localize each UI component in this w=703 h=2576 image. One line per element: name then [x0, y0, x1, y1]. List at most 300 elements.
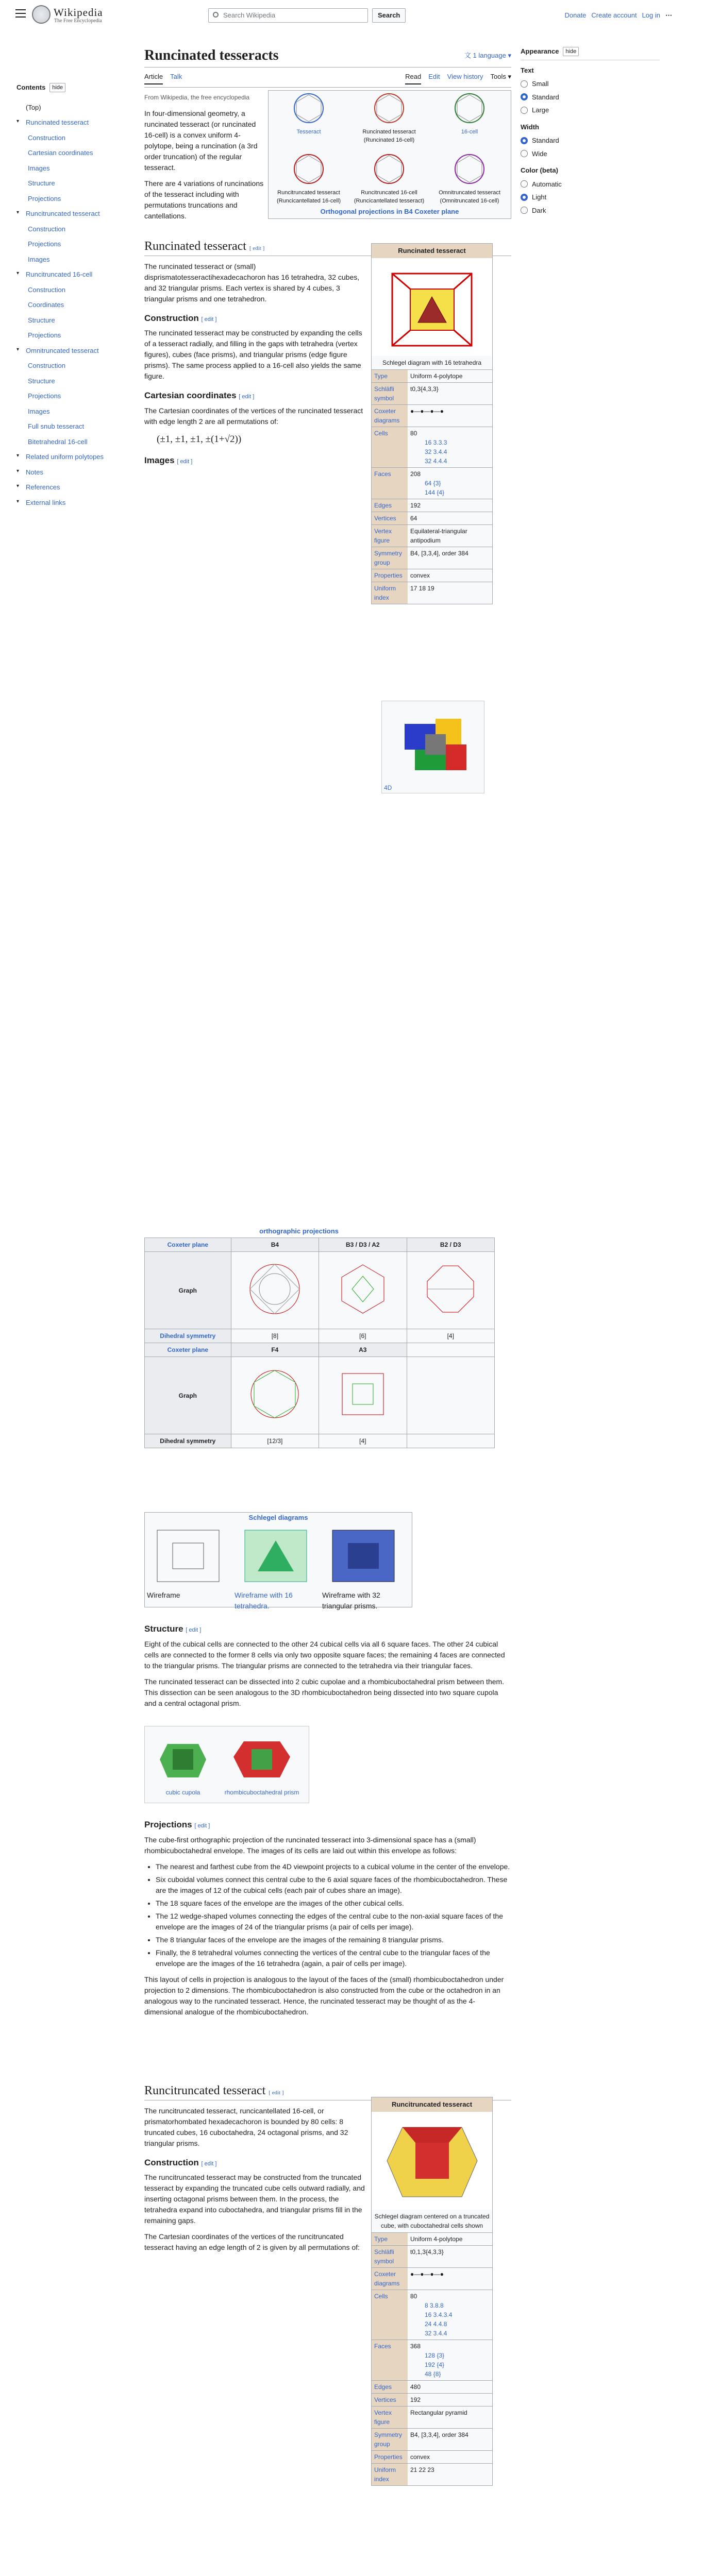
cell-detail: 32 3.4.4: [425, 2329, 447, 2337]
plane-b3: B3 / D3 / A2: [319, 1238, 407, 1252]
orthographic-caption: orthographic projections: [259, 1227, 339, 1235]
infobox-key[interactable]: Vertex figure: [372, 525, 408, 547]
chevron-down-icon[interactable]: ▾: [16, 453, 20, 459]
toc-item-label: Cartesian coordinates: [28, 149, 93, 157]
width-label: Width: [521, 123, 539, 131]
gallery-caption: Orthogonal projections in B4 Coxeter plane: [320, 207, 459, 215]
intro-block: [144, 108, 265, 222]
toc-item[interactable]: [16, 419, 135, 434]
infobox-row: [372, 2290, 492, 2340]
more-icon[interactable]: ⋯: [665, 11, 672, 19]
schlegel-item-wireframe[interactable]: Wireframe: [147, 1525, 229, 1612]
infobox-value: 480: [410, 2383, 421, 2391]
cell-detail: 32 3.4.4: [425, 448, 447, 455]
infobox-row: [372, 2450, 492, 2463]
infobox-rows: [372, 369, 492, 604]
sym-b2: [4]: [407, 1329, 494, 1343]
list-item: • The 12 wedge-shaped volumes connecting the edges of the central cube to the non-axial square faces of the envelope are the images of 24 of the triangular prisms (a pair of cells per image).: [156, 1911, 511, 1933]
radio-icon[interactable]: [521, 80, 528, 88]
graph-label: Graph: [145, 1252, 231, 1329]
cell-detail: 32 4.4.4: [425, 457, 447, 465]
chevron-down-icon[interactable]: ▾: [16, 483, 20, 489]
infobox-title: Runcinated tesseract: [372, 244, 492, 258]
gallery-item[interactable]: [429, 91, 510, 151]
gallery-item[interactable]: [349, 151, 429, 212]
toc-item[interactable]: [16, 480, 135, 495]
toc-item[interactable]: [16, 297, 135, 313]
radio-option[interactable]: [521, 178, 660, 191]
dissection-images: [144, 1726, 309, 1803]
tagline: The Free Encyclopedia: [54, 18, 102, 24]
graph-b3[interactable]: [319, 1252, 407, 1329]
tab-article[interactable]: Article: [144, 72, 163, 84]
infobox-row: [372, 467, 492, 499]
projections-text-1: The cube-first orthographic projection of the runcinated tesseract into 3-dimensional space has a (small) rhombicuboctahedral envelope. The images of its cells are laid out within this envelope as follows:: [144, 1835, 476, 1855]
menu-icon[interactable]: [15, 9, 26, 18]
radio-icon[interactable]: [521, 180, 528, 188]
infobox-row: [372, 2380, 492, 2393]
heading-cartesian: Cartesian coordinates [ edit ]: [144, 391, 255, 401]
schlegel-diagram-image[interactable]: [372, 258, 492, 356]
text-size-label: Text: [521, 66, 534, 74]
graph-b2[interactable]: [407, 1252, 494, 1329]
radio-icon[interactable]: [521, 194, 528, 201]
infobox-row: [372, 512, 492, 524]
list-item: • The 8 triangular faces of the envelope are the images of the remaining 8 triangular prisms.: [156, 1935, 511, 1945]
toc-item[interactable]: [16, 191, 135, 207]
intro-paragraph-1: In four-dimensional geometry, a runcinated tesseract (or runcinated 16-cell) is a convex uniform 4-polytope, being a runcination (a 3rd order truncation) of the regular tesseract.: [144, 109, 258, 172]
infobox-value: ●—●—●—●: [410, 407, 444, 415]
toc-item[interactable]: [16, 434, 135, 450]
animated-projection-image: [384, 703, 482, 781]
graph-a3[interactable]: [319, 1357, 407, 1434]
plane-f4: F4: [231, 1343, 319, 1357]
toc-item-label: Omnitruncated tesseract: [26, 346, 99, 354]
infobox-key[interactable]: Symmetry group: [372, 2429, 408, 2450]
runcitruncated-intro: The runcitruncated tesseract, runcicantellated 16-cell, or prismatorhombated hexadecachoron is bounded by 80 cells: 8 truncated cubes, 16 cuboctahedra, 24 octagonal prisms, and 32 triangular prisms.: [144, 2106, 348, 2147]
rtt-construction-1: The runcitruncated tesseract may be constructed from the truncated tesseract by expanding the truncated cube cells outward radially, and inserting octagonal prisms between them. In the process, the tetrahedra expand into cuboctahedra, and triangular prisms fill in the remaining gaps.: [144, 2173, 365, 2225]
create-account-link[interactable]: Create account: [591, 11, 637, 19]
infobox-row: [372, 2406, 492, 2428]
appearance-panel: [521, 46, 660, 217]
infobox-key[interactable]: Uniform index: [372, 582, 408, 604]
toc-item-label: Construction: [28, 362, 65, 369]
infobox-key[interactable]: Properties: [372, 569, 408, 582]
rhombicuboctahedral-prism-image[interactable]: rhombicuboctahedral prism: [223, 1728, 300, 1801]
gallery-label: Runcinated tesseract (Runcinated 16-cell): [362, 128, 416, 143]
infobox-row: [372, 2393, 492, 2406]
projections-text-2: This layout of cells in projection is analogous to the layout of the faces of the (small) rhombicuboctahedron under projection to 2 dimensions. The rhombicuboctahedron is also constructed from the cube or the octahedron in an analogous way to the runcinated tesseract. Hence, the runcinated tesseract may be thought of as the 4-dimensional analogue of the rhombicuboctahedron.: [144, 1975, 504, 2016]
infobox-value: 80 8 3.8.8 16 3.4.3.4 24 4.4.8 32 3.4.4: [408, 2290, 492, 2340]
plane-header-2: Coxeter plane: [145, 1343, 231, 1357]
projection-thumbnail: [292, 92, 325, 125]
toc-item[interactable]: [16, 358, 135, 374]
cell-detail: 24 4.4.8: [425, 2320, 447, 2328]
search-button[interactable]: Search: [372, 8, 406, 23]
chevron-down-icon[interactable]: ▾: [16, 270, 20, 276]
toc-item-label: Images: [28, 255, 50, 263]
cartesian-text: The Cartesian coordinates of the vertices of the runcinated tesseract with edge length 2 are all permutations of:: [144, 406, 363, 426]
structure-text-1: Eight of the cubical cells are connected to the other 24 cubical cells via all 6 square faces. The other 24 cubical cells are connected to the former 8 cells via only two opposite square faces; the remaining 4 faces are connected to the triangular prisms. The triangular prisms are connected to the tetrahedra via their triangular faces.: [144, 1639, 505, 1670]
infobox-value: Uniform 4-polytope: [410, 2235, 463, 2243]
toc-item-label: Bitetrahedral 16-cell: [28, 437, 88, 446]
chevron-down-icon[interactable]: ▾: [16, 346, 20, 352]
schlegel-item-prisms[interactable]: Wireframe with 32 triangular prisms.: [322, 1525, 405, 1612]
infobox-row: [372, 369, 492, 382]
radio-label: Automatic: [532, 180, 562, 188]
face-detail: 128 {3}: [425, 2351, 445, 2359]
infobox-row: [372, 2463, 492, 2485]
infobox-row: [372, 582, 492, 604]
plane-b4: B4: [231, 1238, 319, 1252]
animation-caption: 4D: [384, 784, 392, 791]
tab-history[interactable]: View history: [447, 73, 483, 81]
infobox-key[interactable]: Coxeter diagrams: [372, 405, 408, 427]
radio-label: Light: [532, 193, 547, 201]
infobox2-caption: Schlegel diagram centered on a truncated cube, with cuboctahedral cells shown: [374, 2212, 490, 2229]
projection-thumbnail: [373, 152, 406, 185]
gallery-item[interactable]: [269, 91, 349, 151]
infobox-value: 192: [410, 501, 421, 509]
toc-item[interactable]: [16, 115, 135, 130]
infobox-key[interactable]: Uniform index: [372, 2464, 408, 2485]
radio-label: Standard: [532, 137, 559, 144]
infobox-key[interactable]: Vertices: [372, 512, 408, 524]
sym-f4: [12/3]: [231, 1434, 319, 1448]
gallery-label: Runcitruncated tesseract (Runcicantellated 16-cell): [276, 189, 341, 204]
gallery-cells: [269, 91, 511, 212]
toc-item[interactable]: [16, 388, 135, 404]
section-projections: [144, 1811, 511, 2023]
toc-item-label: Construction: [28, 225, 65, 233]
width-options: [521, 134, 660, 160]
toc-item-label: Projections: [28, 331, 61, 339]
infobox-runcinated: [371, 243, 493, 604]
infobox-key[interactable]: Edges: [372, 2381, 408, 2393]
list-item: • The nearest and farthest cube from the 4D viewpoint projects to a cubical volume in the center of the envelope.: [156, 1861, 511, 1872]
infobox-value: 64: [410, 514, 417, 522]
radio-option[interactable]: [521, 191, 660, 204]
toc-item[interactable]: [16, 236, 135, 252]
projection-thumbnail: [373, 92, 406, 125]
search-placeholder: Search Wikipedia: [223, 11, 276, 20]
projection-thumbnail: [453, 152, 486, 185]
intro-paragraph-2: There are 4 variations of runcinations of the tesseract including with permutations truncations and cantellations.: [144, 179, 264, 220]
gallery-item[interactable]: [429, 151, 510, 212]
radio-option[interactable]: [521, 204, 660, 217]
radio-option[interactable]: [521, 77, 660, 91]
appearance-hide-button[interactable]: hide: [563, 47, 579, 57]
table-of-contents: [16, 82, 135, 510]
infobox-value: t0,1,3{4,3,3}: [410, 2248, 444, 2256]
infobox-key[interactable]: Vertex figure: [372, 2406, 408, 2428]
infobox-key[interactable]: Properties: [372, 2451, 408, 2463]
infobox-value: 21 22 23: [410, 2466, 434, 2473]
infobox-row: [372, 404, 492, 427]
toc-item[interactable]: [16, 267, 135, 282]
infobox-row: [372, 547, 492, 569]
toc-item[interactable]: [16, 282, 135, 298]
heading-runcitruncated: Runcitruncated tesseract [ edit ]: [144, 2082, 511, 2100]
projection-thumbnail: [292, 152, 325, 185]
toc-item-label: Structure: [28, 377, 55, 385]
toc-item-label: Coordinates: [28, 301, 64, 309]
plane-b2: B2 / D3: [407, 1238, 494, 1252]
infobox-key[interactable]: Faces: [372, 468, 408, 499]
list-item: • The 18 square faces of the envelope are the images of the other cubical cells.: [156, 1898, 511, 1909]
toc-item[interactable]: [16, 145, 135, 161]
toc-item-label: Projections: [28, 194, 61, 202]
graph-f4[interactable]: [231, 1357, 319, 1434]
toc-item-label: Images: [28, 164, 50, 172]
infobox-key[interactable]: Symmetry group: [372, 547, 408, 569]
donate-link[interactable]: Donate: [564, 11, 587, 19]
heading-runcinated: Runcinated tesseract [ edit ]: [144, 238, 511, 256]
gallery-label: Omnitruncated tesseract (Omnitruncated 16-cell): [439, 189, 500, 204]
chevron-down-icon[interactable]: ▾: [16, 468, 20, 474]
gallery-label: 16-cell: [461, 128, 478, 135]
infobox-row: [372, 499, 492, 512]
plane-header: Coxeter plane: [145, 1238, 231, 1252]
chevron-down-icon[interactable]: ▾: [16, 498, 20, 504]
math-coordinates-1: (±1, ±1, ±1, ±(1+√2)): [157, 433, 242, 445]
toc-title: Contents: [16, 83, 46, 91]
toc-list: [16, 100, 135, 511]
radio-option[interactable]: [521, 104, 660, 117]
toc-item[interactable]: [16, 374, 135, 389]
orthographic-projections-table: [144, 1226, 454, 1236]
infobox-value: convex: [410, 2453, 430, 2461]
infobox-row: [372, 427, 492, 467]
infobox-value: 192: [410, 2396, 421, 2403]
toc-spacer: [16, 103, 24, 113]
heading-construction: Construction [ edit ]: [144, 313, 217, 323]
toc-item-label: Projections: [28, 240, 61, 248]
face-detail: 64 {3}: [425, 479, 441, 487]
gallery-item[interactable]: [269, 151, 349, 212]
infobox-value: Uniform 4-polytope: [410, 372, 463, 380]
infobox-row: [372, 382, 492, 404]
infobox-key[interactable]: Faces: [372, 2340, 408, 2380]
toc-item[interactable]: [16, 313, 135, 328]
infobox-row: [372, 524, 492, 547]
face-detail: 48 {8}: [425, 2370, 441, 2378]
toc-item-label: Projections: [28, 392, 61, 400]
radio-icon[interactable]: [521, 137, 528, 144]
radio-label: Standard: [532, 93, 559, 101]
appearance-header: [521, 46, 660, 60]
infobox2-title: Runcitruncated tesseract: [372, 2097, 492, 2112]
toc-item[interactable]: [16, 176, 135, 191]
dihedral-label: Dihedral symmetry: [145, 1329, 231, 1343]
chevron-down-icon[interactable]: ▾: [16, 210, 20, 215]
sym-b4: [8]: [231, 1329, 319, 1343]
text-size-options: [521, 77, 660, 117]
projection-table: [144, 1238, 495, 1448]
toc-item-label: Images: [28, 407, 50, 415]
cell-detail: 16 3.3.3: [425, 438, 447, 446]
infobox-key[interactable]: Type: [372, 370, 408, 382]
infobox-value: ●—●—●—●: [410, 2270, 444, 2278]
heading-projections: Projections [ edit ]: [144, 1820, 210, 1829]
tab-read[interactable]: Read: [405, 72, 421, 84]
infobox-value: convex: [410, 571, 430, 579]
infobox-value: 208 64 {3} 144 {4}: [408, 468, 492, 499]
schlegel-caption: Schlegel diagrams: [248, 1514, 308, 1521]
toc-item[interactable]: [16, 465, 135, 480]
cell-detail: 16 3.4.3.4: [425, 2311, 453, 2318]
toc-item[interactable]: [16, 495, 135, 511]
sym-b3: [6]: [319, 1329, 407, 1343]
toc-item-label: Full snub tesseract: [28, 422, 85, 430]
toc-item[interactable]: [16, 328, 135, 343]
heading-images: Images [ edit ]: [144, 455, 193, 466]
radio-option[interactable]: [521, 91, 660, 104]
tab-edit[interactable]: Edit: [428, 73, 440, 81]
infobox-key[interactable]: Cells: [372, 2290, 408, 2340]
cubic-cupola-image[interactable]: cubic cupola: [147, 1728, 219, 1801]
infobox-value: t0,3{4,3,3}: [410, 385, 439, 393]
radio-label: Small: [532, 80, 549, 88]
radio-icon[interactable]: [521, 207, 528, 214]
infobox-key[interactable]: Edges: [372, 499, 408, 512]
radio-label: Dark: [532, 206, 546, 214]
infobox-value: 17 18 19: [410, 584, 434, 592]
tab-talk[interactable]: Talk: [170, 73, 182, 81]
infobox-row: [372, 2267, 492, 2290]
infobox-value: Rectangular pyramid: [410, 2409, 467, 2416]
infobox-key[interactable]: Coxeter diagrams: [372, 2268, 408, 2290]
plane-a3: A3: [319, 1343, 407, 1357]
radio-icon[interactable]: [521, 150, 528, 157]
schlegel-item-tetrahedra[interactable]: Wireframe with 16 tetrahedra.: [235, 1525, 317, 1612]
color-label: Color (beta): [521, 166, 558, 174]
heading-rtt-construction: Construction [ edit ]: [144, 2157, 217, 2167]
page-title: Runcinated tesseracts: [144, 46, 511, 67]
toc-item-label: Runcitruncated 16-cell: [26, 270, 93, 278]
toc-item[interactable]: [16, 252, 135, 267]
animation-thumbnail[interactable]: [381, 701, 484, 793]
toc-item[interactable]: [16, 449, 135, 465]
list-item: • Six cuboidal volumes connect this central cube to the 6 axial square faces of the rhombicuboctahedron. These are the images of 12 of the cubical cells (each pair of cubes share an image).: [156, 1874, 511, 1896]
radio-label: Large: [532, 106, 549, 114]
schlegel-diagram-image-2[interactable]: [372, 2112, 492, 2210]
from-line: From Wikipedia, the free encyclopedia: [144, 93, 250, 101]
face-detail: 192 {4}: [425, 2361, 445, 2368]
infobox-key[interactable]: Type: [372, 2233, 408, 2245]
infobox-row: [372, 2232, 492, 2245]
list-item: • Finally, the 8 tetrahedral volumes connecting the vertices of the central cube to the triangular faces of the envelope are the images of the 16 tetrahedra (again, a pair of cells per image).: [156, 1947, 511, 1969]
toc-item[interactable]: [16, 161, 135, 176]
search-input[interactable]: [208, 8, 368, 23]
toc-item-label: Runcinated tesseract: [26, 118, 89, 126]
appearance-title: Appearance: [521, 47, 559, 55]
infobox-key[interactable]: Cells: [372, 427, 408, 467]
wikipedia-logo-icon[interactable]: [32, 5, 51, 24]
graph-b4[interactable]: [231, 1252, 319, 1329]
page-tabs: [144, 72, 511, 88]
structure-text-2: The runcinated tesseract can be dissected into 2 cubic cupolae and a rhombicuboctahedral prism between them. This dissection can be seen analogous to the 3D rhombicuboctahedron being dissected into two square cupola and a central octagonal prism.: [144, 1677, 505, 1707]
toc-item-label: Notes: [26, 468, 43, 476]
radio-icon[interactable]: [521, 107, 528, 114]
radio-label: Wide: [532, 149, 547, 158]
gallery-label: Tesseract: [296, 128, 321, 135]
rtt-construction-2: The Cartesian coordinates of the vertices of the runcitruncated tesseract having an edge length of 2 is given by all permutations of:: [144, 2232, 360, 2252]
radio-icon[interactable]: [521, 93, 528, 100]
toc-item-label: (Top): [26, 103, 41, 111]
radio-option[interactable]: [521, 147, 660, 161]
face-detail: 144 {4}: [425, 488, 445, 496]
schlegel-gallery: [144, 1512, 412, 1610]
infobox-value: Equilateral-triangular antipodium: [410, 527, 467, 544]
gallery-label: Runcitruncated 16-cell (Runcicantellated tesseract): [354, 189, 425, 204]
search-icon: [213, 12, 219, 18]
toc-hide-button[interactable]: hide: [49, 83, 65, 93]
toc-item[interactable]: [16, 206, 135, 222]
header: [0, 0, 703, 29]
toc-item-label: Related uniform polytopes: [26, 453, 104, 461]
construction-text: The runcinated tesseract may be constructed by expanding the cells of a tesseract radially, and filling in the gaps with tetrahedra (vertex figures), cubes (face prisms), and triangular prisms (edge figure prisms). The same process applied to a 16-cell also yields the same figure.: [144, 329, 362, 381]
chevron-down-icon[interactable]: ▾: [16, 118, 20, 124]
infobox-value: B4, [3,3,4], order 384: [410, 2431, 468, 2438]
gallery-item[interactable]: [349, 91, 429, 151]
dihedral-label-2: Dihedral symmetry: [145, 1434, 231, 1448]
infobox-row: [372, 2340, 492, 2380]
infobox-row: [372, 2428, 492, 2450]
infobox-key[interactable]: Vertices: [372, 2394, 408, 2406]
infobox-caption: Schlegel diagram with 16 tetrahedra: [382, 359, 482, 366]
radio-option[interactable]: [521, 134, 660, 147]
toc-item[interactable]: [16, 100, 135, 115]
section-structure: [144, 1615, 511, 1714]
infobox-key[interactable]: Schläfli symbol: [372, 383, 408, 404]
projection-thumbnail: [453, 92, 486, 125]
projections-list: [144, 1861, 511, 1969]
cell-detail: 8 3.8.8: [425, 2301, 444, 2309]
toc-item-label: References: [26, 483, 60, 491]
toc-header: [16, 82, 135, 93]
toc-item[interactable]: [16, 404, 135, 419]
infobox-runcitruncated: [371, 2097, 493, 2486]
toc-item[interactable]: [16, 130, 135, 146]
sym-a3: [4]: [319, 1434, 407, 1448]
heading-structure: Structure [ edit ]: [144, 1624, 202, 1634]
infobox-value: B4, [3,3,4], order 384: [410, 549, 468, 557]
toc-item-label: Construction: [28, 133, 65, 142]
infobox-key[interactable]: Schläfli symbol: [372, 2246, 408, 2267]
tools-menu[interactable]: Tools ▾: [490, 73, 511, 81]
toc-item-label: External links: [26, 498, 66, 506]
infobox-value: 368 128 {3} 192 {4} 48 {8}: [408, 2340, 492, 2380]
projection-gallery: [268, 90, 511, 219]
toc-item[interactable]: [16, 222, 135, 237]
header-links: [564, 10, 672, 21]
infobox-row: [372, 2245, 492, 2267]
toc-item-label: Construction: [28, 285, 65, 294]
infobox-row: [372, 569, 492, 582]
infobox2-rows: [372, 2232, 492, 2485]
toc-item-label: Runcitruncated tesseract: [26, 210, 100, 217]
graph-label-2: Graph: [145, 1357, 231, 1434]
color-options: [521, 178, 660, 217]
login-link[interactable]: Log in: [642, 11, 660, 19]
runcinated-intro: The runcinated tesseract or (small) disprismatotesseractihexadecachoron has 16 tetrahedra, 32 cubes, and 32 triangular prisms. Each vertex is shared by 4 cubes, 3 triangular prisms and one tetrahedron.: [144, 262, 360, 303]
wordmark[interactable]: Wikipedia: [54, 6, 103, 19]
infobox-value: 80 16 3.3.3 32 3.4.4 32 4.4.4: [408, 427, 492, 467]
toc-item-label: Structure: [28, 316, 55, 324]
toc-item[interactable]: [16, 343, 135, 359]
language-button[interactable]: 文 1 language ▾: [464, 52, 511, 59]
